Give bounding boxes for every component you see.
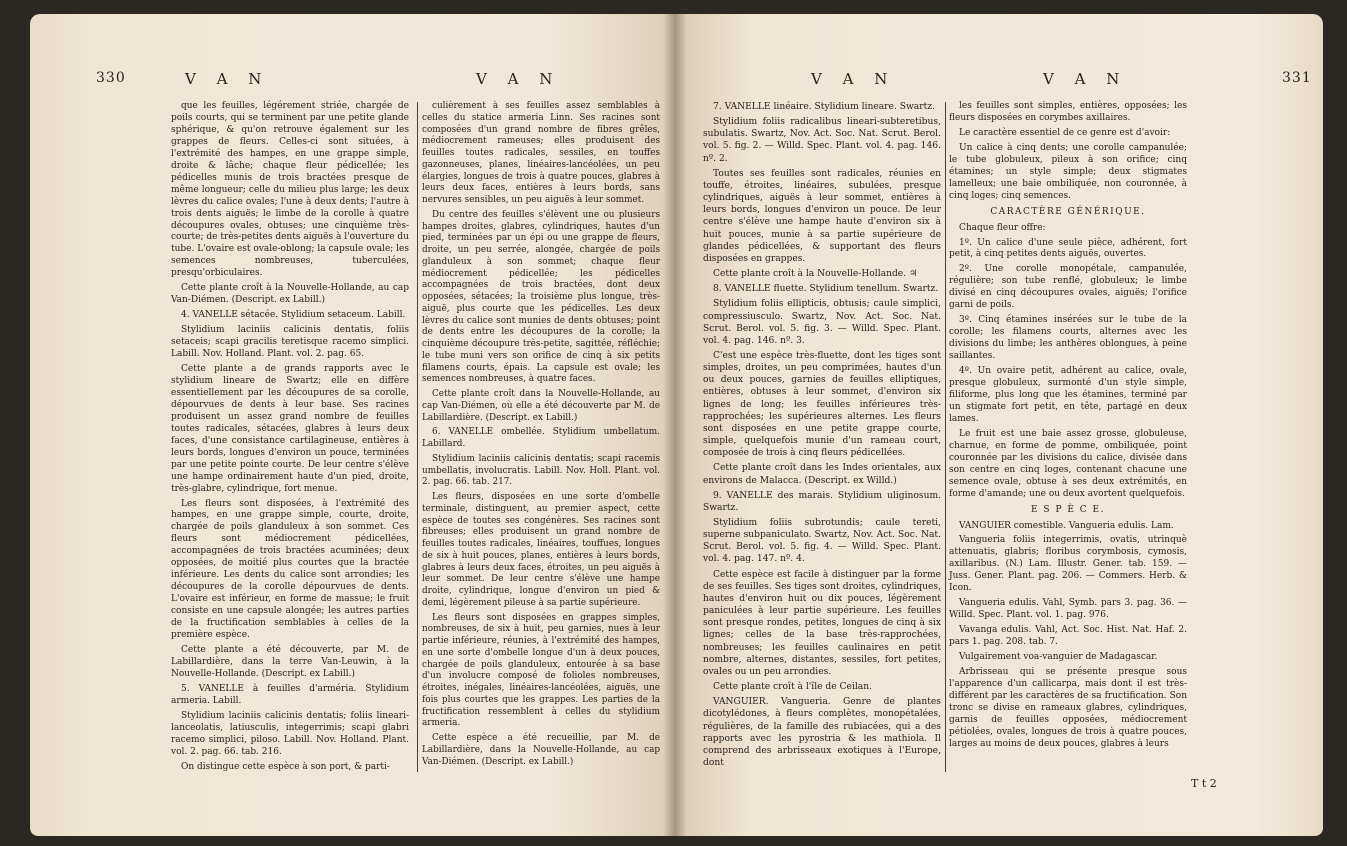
paragraph: 3º. Cinq étamines insérées sur le tube de la corolle; les filamens courts, alternes avec les divisions du limbe; les anthères oblongues, à peine saillantes.	[949, 315, 1187, 362]
paragraph: 8. VANELLE fluette. Stylidium tenellum. Swartz.	[713, 284, 939, 295]
paragraph: Les fleurs, disposées en une sorte d'ombelle terminale, distinguent, au premier aspect, cette espèce de toutes ses congénères. Ses racines sont fibreuses; elles produisent un grand nombre de feuilles toutes radicales, linéaires, touffues, longues de six à huit pouces, planes, entières à leurs bords, glabres à leurs deux faces, étroites, un peu aiguës à leur sommet. De leur centre s'élève une hampe droite, cylindrique, longue d'environ un pied & demi, légèrement pileuse à sa partie supérieure.	[422, 492, 660, 608]
paragraph: Arbrisseau qui se présente presque sous l'apparence d'un callicarpa, mais dont il est très-différent par les caractères de sa fructification. Son tronc se divise en rameaux glabres, cylindriques, garnis de feuilles opposées, médiocrement pétiolées, ovales, longues de trois à quatre pouces, larges au moins de deux pouces, glabres à leurs	[949, 666, 1187, 749]
paragraph: Toutes ses feuilles sont radicales, réunies en touffe, étroites, linéaires, subulées, presque cylindriques, aiguës à leur sommet, entières à leurs bords, longues d'environ un pouce. De leur centre s'élève une hampe haute d'environ six à huit pouces, munie à sa partie supérieure de glandes pédicellées, & supportant des fleurs disposées en grappes.	[703, 168, 941, 264]
paragraph: 4. VANELLE sétacée. Stylidium setaceum. Labill.	[181, 310, 406, 321]
paragraph: que les feuilles, légérement striée, chargée de poils courts, qui se terminent par une petite glande sphérique, & qu'on retrouve également sur les grappes de fleurs. Celles-ci sont situées, à l'extrémité des hampes, en une grappe simple, droite & lâche; chaque fleur pédicellée; les pédicelles munis de trois bractées presque de même longueur; celle du milieu plus large; les deux lèvres du calice ovales; l'une à deux dents; l'autre à trois dents aiguës; le limbe de la corolle à quatre découpures ovales, obtuses; une cinquième très-courte; de très-petites dents aiguës à l'ouverture du tube. L'ovaire est ovale-oblong; la capsule ovale; les semences nombreuses, tuberculées, presqu'orbiculaires.	[171, 101, 409, 279]
paragraph: les feuilles sont simples, entières, opposées; les fleurs disposées en corymbes axillaires.	[949, 101, 1187, 123]
paragraph: Stylidium laciniis calicinis dentatis; scapi racemis umbellatis, involucratis. Labill. Nov. Holl. Plant. vol. 2. pag. 66. tab. 217.	[422, 453, 660, 488]
right-page	[675, 14, 1323, 836]
running-title: V A N	[476, 70, 561, 88]
running-title: V A N	[185, 70, 270, 88]
paragraph: 7. VANELLE linéaire. Stylidium lineare. Swartz.	[713, 102, 935, 112]
paragraph: Vangueria foliis integerrimis, ovatis, utrinquè attenuatis, glabris; floribus corymbosis, cymosis, axillaribus. (N.) Lam. Illustr. Gener. tab. 159. — Juss. Gener. Plant. pag. 206. — Commers. Herb. & Icon.	[949, 535, 1187, 594]
paragraph: Cette plante a de grands rapports avec le stylidium lineare de Swartz; elle en diffère essentiellement par les découpures de sa corolle, dépourvues de dents à leur base. Ses racines produisent un assez grand nombre de feuilles toutes radicales, sétacées, glabres à leurs deux faces, d'une consistance cartilagineuse, entières à leurs bords, longues d'environ un pouce, terminées par une petite pointe courte. De leur centre s'élève une hampe ordinairement haute d'un pied, droite, très-glabre, cylindrique, fort menue.	[171, 364, 409, 494]
column-rule	[945, 102, 946, 772]
paragraph: Cette plante croît dans la Nouvelle-Hollande, au cap Van-Diémen, où elle a été découverte par M. de Labillardière. (Descript. ex Labill.)	[422, 389, 660, 423]
paragraph: Le fruit est une baie assez grosse, globuleuse, charnue, en forme de pomme, ombiliquée, point couronnée par les divisions du calice, divisée dans son centre en cinq loges, contenant chacune une semence ovale, obtuse à ses deux extrémités, en forme d'amande; une ou deux avortent quelquefois.	[949, 428, 1187, 499]
running-title: V A N	[811, 70, 896, 88]
paragraph: 1º. Un calice d'une seule pièce, adhérent, fort petit, à cinq petites dents aiguës, ouvertes.	[949, 237, 1187, 260]
column-rule	[417, 102, 418, 772]
paragraph: Stylidium foliis ellipticis, obtusis; caule simplici, compressiusculo. Swartz, Nov. Act. Soc. Nat. Scrut. Berol. vol. 5. fig. 3. — Willd. Spec. Plant. vol. 4. pag. 146. nº. 3.	[703, 299, 941, 346]
paragraph: CARACTÈRE GÉNÉRIQUE.	[990, 206, 1146, 217]
right-page-header	[675, 70, 1323, 92]
paragraph: Cette plante croît à la Nouvelle-Hollande. ♃	[713, 269, 918, 280]
paragraph: C'est une espèce très-fluette, dont les tiges sont simples, droites, un peu comprimées, hautes d'un ou deux pouces, garnies de feuilles elliptiques, entières, obtuses à leur sommet, d'environ six lignes de long; les feuilles inférieures très-rapprochées; les supérieures alternes. Les fleurs sont disposées en une petite grappe courte, simple, quelquefois munie d'un rameau court, composée de trois à cinq fleurs pédicellées.	[703, 350, 941, 459]
catchword: T t 2	[1191, 777, 1217, 790]
paragraph: Les fleurs sont disposées en grappes simples, nombreuses, de six à huit, peu garnies, nues à leur partie inférieure, réunies, à l'extrémité des hampes, en une sorte d'ombelle longue d'un à deux pouces, chargée de poils glanduleux, entourée à sa base d'un involucre composé de folioles nombreuses, étroites, inégales, linéaires-lancéolées, aiguës, une fois plus courtes que les grappes. Les parties de la fructification ressemblent à celles du stylidium armeria.	[422, 612, 660, 729]
paragraph: 5. VANELLE à feuilles d'arméria. Stylidium armeria. Labill.	[171, 683, 409, 706]
paragraph: Stylidium laciniis calicinis dentatis, foliis setaceis; scapi gracilis teretisque racemo simplici. Labill. Nov. Holland. Plant. vol. 2. pag. 65.	[171, 325, 409, 360]
text-column	[703, 101, 941, 772]
text-column	[171, 101, 409, 776]
paragraph: On distingue cette espèce à son port, & parti-	[181, 761, 390, 772]
paragraph: Stylidium foliis radicalibus lineari-subteretibus, subulatis. Swartz, Nov. Act. Soc. Nat. Scrut. Berol. vol. 5. fig. 2. — Willd. Spec. Plant. vol. 4. pag. 146. nº. 2.	[703, 117, 941, 164]
paragraph: Stylidium foliis subrotundis; caule tereti, superne subpaniculato. Swartz, Nov. Act. Soc. Nat. Scrut. Berol. vol. 5. fig. 4. — Willd. Spec. Plant. vol. 4. pag. 147. nº. 4.	[703, 518, 941, 565]
page-number: 331	[1282, 70, 1312, 86]
paragraph: Les fleurs sont disposées, à l'extrémité des hampes, en une grappe simple, courte, droite, chargée de poils glanduleux à son sommet. Ces fleurs sont médiocrement pédicellées, accompagnées de trois bractées acuminées; deux opposées, de moitié plus courtes que la bractée inférieure. Les dents du calice sont arrondies; les découpures de la corolle dépourvues de dents. L'ovaire est inférieur, en forme de massue; le fruit consiste en une capsule alongée; les autres parties de la fructification semblables à celles de la première espèce.	[171, 498, 409, 640]
paragraph: Vulgairement voa-vanguier de Madagascar.	[959, 652, 1158, 663]
paragraph: 9. VANELLE des marais. Stylidium uliginosum. Swartz.	[703, 490, 941, 513]
text-column	[422, 101, 660, 771]
page-number: 330	[96, 70, 126, 86]
book-gutter	[663, 14, 687, 836]
left-page-header	[30, 70, 675, 92]
left-page	[30, 14, 675, 836]
paragraph: Un calice à cinq dents; une corolle campanulée; le tube globuleux, pileux à son orifice; cinq étamines; un style simple; deux stigmates lamelleux; une baie ombiliquée, non couronnée, à cinq loges; cinq semences.	[949, 142, 1187, 201]
paragraph: E S P È C E.	[1031, 504, 1105, 515]
paragraph: Chaque fleur offre:	[959, 222, 1046, 233]
paragraph: Cette espèce est facile à distinguer par la forme de ses feuilles. Ses tiges sont droites, cylindriques, hautes d'environ huit ou dix pouces, légèrement paniculées à leur partie supérieure. Les feuilles sont presque rondes, petites, longues de cinq à six lignes; celles de la base très-rapprochées, nombreuses; les feuilles caulinaires en petit nombre, alternes, distantes, sessiles, fort petites, ovales ou un peu arrondies.	[703, 569, 941, 677]
paragraph: Cette plante croît à l'île de Ceilan.	[713, 682, 872, 693]
text-column	[949, 101, 1187, 754]
paragraph: 6. VANELLE ombellée. Stylidium umbellatum. Labillard.	[422, 427, 660, 449]
running-title: V A N	[1043, 70, 1128, 88]
paragraph: Cette plante croît à la Nouvelle-Hollande, au cap Van-Diémen. (Descript. ex Labill.)	[171, 283, 409, 306]
paragraph: VANGUIER comestible. Vangueria edulis. Lam.	[959, 520, 1174, 531]
paragraph: Vavanga edulis. Vahl, Act. Soc. Hist. Nat. Haf. 2. pars 1. pag. 208. tab. 7.	[949, 625, 1187, 648]
paragraph: Le caractère essentiel de ce genre est d'avoir:	[959, 127, 1171, 138]
paragraph: VANGUIER. Vangueria. Genre de plantes dicotylédones, à fleurs complètes, monopétalées, régulières, de la famille des rubiacées, qui a des rapports avec les pyrostria & les mathiola. Il comprend des arbrisseaux exotiques à l'Europe, dont	[703, 697, 941, 768]
paragraph: 2º. Une corolle monopétale, campanulée, régulière; son tube renflé, globuleux; le limbe divisé en cinq découpures ovales, aiguës; l'orifice garni de poils.	[949, 264, 1187, 311]
paragraph: Vangueria edulis. Vahl, Symb. pars 3. pag. 36. — Willd. Spec. Plant. vol. 1. pag. 976.	[949, 598, 1187, 621]
paragraph: Stylidium laciniis calicinis dentatis; foliis lineari-lanceolatis, latiusculis, integerrimis; scapi glabri racemo simplici, piloso. Labill. Nov. Holland. Plant. vol. 2. pag. 66. tab. 216.	[171, 710, 409, 757]
paragraph: Cette plante a été découverte, par M. de Labillardière, dans la terre Van-Leuwin, à la Nouvelle-Hollande. (Descript. ex Labill.)	[171, 644, 409, 679]
paragraph: culièrement à ses feuilles assez semblables à celles du statice armeria Linn. Ses racines sont composées d'un grand nombre de fibres grêles, médiocrement rameuses; elles produisent des feuilles toutes radicales, sessiles, en touffes gazonneuses, planes, linéaires-lancéolées, un peu élargies, longues de trois à quatre pouces, glabres à leurs deux faces, entières à leurs bords, sans nervures sensibles, un peu aiguës à leur sommet.	[422, 101, 660, 205]
paragraph: 4º. Un ovaire petit, adhérent au calice, ovale, presque globuleux, surmonté d'un style simple, filiforme, plus long que les étamines, terminé par un stigmate fort petit, en tête, partagé en deux lames.	[949, 366, 1187, 424]
paragraph: Cette plante croît dans les Indes orientales, aux environs de Malacca. (Descript. ex Willd.)	[703, 463, 941, 486]
paragraph: Du centre des feuilles s'élèvent une ou plusieurs hampes droites, glabres, cylindriques, hautes d'un pied, terminées par un épi ou une grappe de fleurs, droite, un peu serrée, alongée, chargée de poils glanduleux à son sommet; chaque fleur médiocrement pédicellée; les pédicelles accompagnées de trois bractées, dont deux opposées, sétacées; la troisième plus longue, très-aiguë, plus courte que les pédicelles. Les deux lèvres du calice sont munies de dents obtuses; point de dents entre les découpures de la corolle; la cinquième découpure très-petite, sagittée, réfléchie; le tube muni vers son orifice de cinq à six petits filamens courts, épais. La capsule est ovale; les semences nombreuses, à quatre faces.	[422, 209, 660, 385]
paragraph: Cette espèce a été recueillie, par M. de Labillardière, dans la Nouvelle-Hollande, au cap Van-Diémen. (Descript. ex Labill.)	[422, 733, 660, 767]
